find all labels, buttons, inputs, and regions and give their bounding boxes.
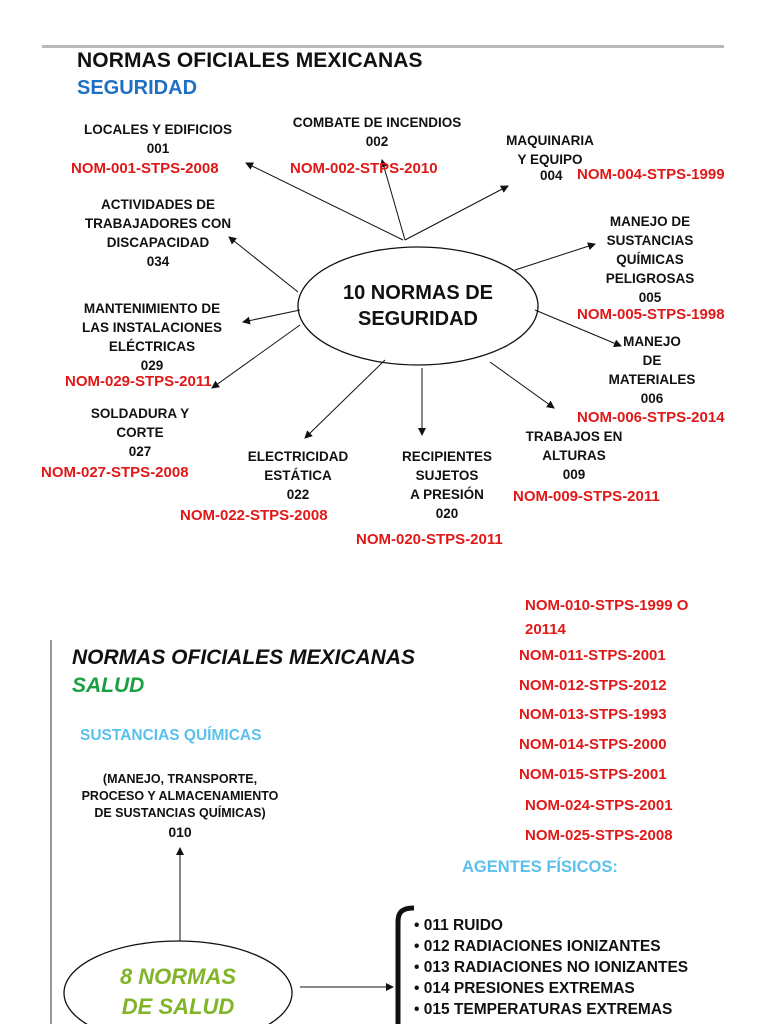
node-soldadura: SOLDADURA Y CORTE 027 (90, 406, 190, 459)
nom-020: NOM-020-STPS-2011 (356, 531, 503, 548)
seguridad-title: NORMAS OFICIALES MEXICANAS (77, 49, 423, 72)
salud-subtitle: SALUD (72, 674, 145, 697)
sustancias-description: (MANEJO, TRANSPORTE, PROCESO Y ALMACENAMIENTO DE SUSTANCIAS QUÍMICAS) 010 (81, 772, 279, 840)
nom-013: NOM-013-STPS-1993 (519, 706, 667, 723)
arrow-maquinaria (405, 186, 508, 240)
arrow-alturas (490, 362, 554, 408)
nom-010-cont: 20114 (525, 621, 566, 638)
arrow-estatica (305, 360, 385, 438)
nom-012: NOM-012-STPS-2012 (519, 677, 667, 694)
nom-027: NOM-027-STPS-2008 (41, 464, 189, 481)
arrow-electricas (243, 310, 300, 322)
list-item: • 014 PRESIONES EXTREMAS (414, 980, 635, 997)
list-item: • 011 RUIDO (414, 917, 503, 934)
nom-015: NOM-015-STPS-2001 (519, 766, 667, 783)
node-electricas: MANTENIMIENTO DE LAS INSTALACIONES ELÉCTRICAS 029 (81, 301, 222, 373)
agentes-list (414, 915, 688, 1020)
list-item: • 013 RADIACIONES NO IONIZANTES (414, 959, 689, 976)
node-maquinaria: MAQUINARIA Y EQUIPO (506, 133, 594, 167)
nom-009: NOM-009-STPS-2011 (513, 488, 660, 505)
agentes-heading: AGENTES FÍSICOS: (462, 858, 618, 876)
list-item: • 012 RADIACIONES IONIZANTES (414, 938, 661, 955)
salud-title: NORMAS OFICIALES MEXICANAS (72, 646, 416, 669)
nom-006: NOM-006-STPS-2014 (577, 409, 725, 426)
nom-001: NOM-001-STPS-2008 (71, 160, 219, 177)
nom-014: NOM-014-STPS-2000 (519, 736, 667, 753)
node-alturas: TRABAJOS EN ALTURAS 009 (525, 429, 623, 482)
node-presion: RECIPIENTES SUJETOS A PRESIÓN 020 (401, 449, 493, 521)
arrow-quimicas (515, 244, 595, 270)
list-item: • 015 TEMPERATURAS EXTREMAS (414, 1001, 673, 1018)
nom-022: NOM-022-STPS-2008 (180, 507, 328, 524)
node-incendios: COMBATE DE INCENDIOS 002 (292, 115, 462, 149)
agentes-brace (398, 908, 414, 1024)
node-discapacidad: ACTIVIDADES DE TRABAJADORES CON DISCAPACIDAD 034 (84, 197, 232, 269)
nom-004: NOM-004-STPS-1999 (577, 166, 725, 183)
nom-011: NOM-011-STPS-2001 (519, 647, 666, 664)
nom-002: NOM-002-STPS-2010 (290, 160, 438, 177)
salud-center-text: 8 NORMAS DE SALUD (119, 964, 237, 1019)
nom-024: NOM-024-STPS-2001 (525, 797, 673, 814)
nom-025: NOM-025-STPS-2008 (525, 827, 673, 844)
nom-029: NOM-029-STPS-2011 (65, 373, 212, 390)
node-estatica: ELECTRICIDAD ESTÁTICA 022 (247, 449, 349, 502)
sustancias-heading: SUSTANCIAS QUÍMICAS (80, 727, 262, 744)
node-materiales: MANEJO DE MATERIALES 006 (608, 334, 696, 406)
code-004: 004 (540, 168, 563, 183)
nom-010: NOM-010-STPS-1999 O (525, 597, 689, 614)
nom-005: NOM-005-STPS-1998 (577, 306, 725, 323)
seguridad-center-text: 10 NORMAS DE SEGURIDAD (342, 282, 494, 330)
seguridad-subtitle: SEGURIDAD (77, 77, 198, 99)
node-locales: LOCALES Y EDIFICIOS 001 (83, 122, 233, 156)
node-quimicas: MANEJO DE SUSTANCIAS QUÍMICAS PELIGROSAS 005 (605, 214, 695, 305)
